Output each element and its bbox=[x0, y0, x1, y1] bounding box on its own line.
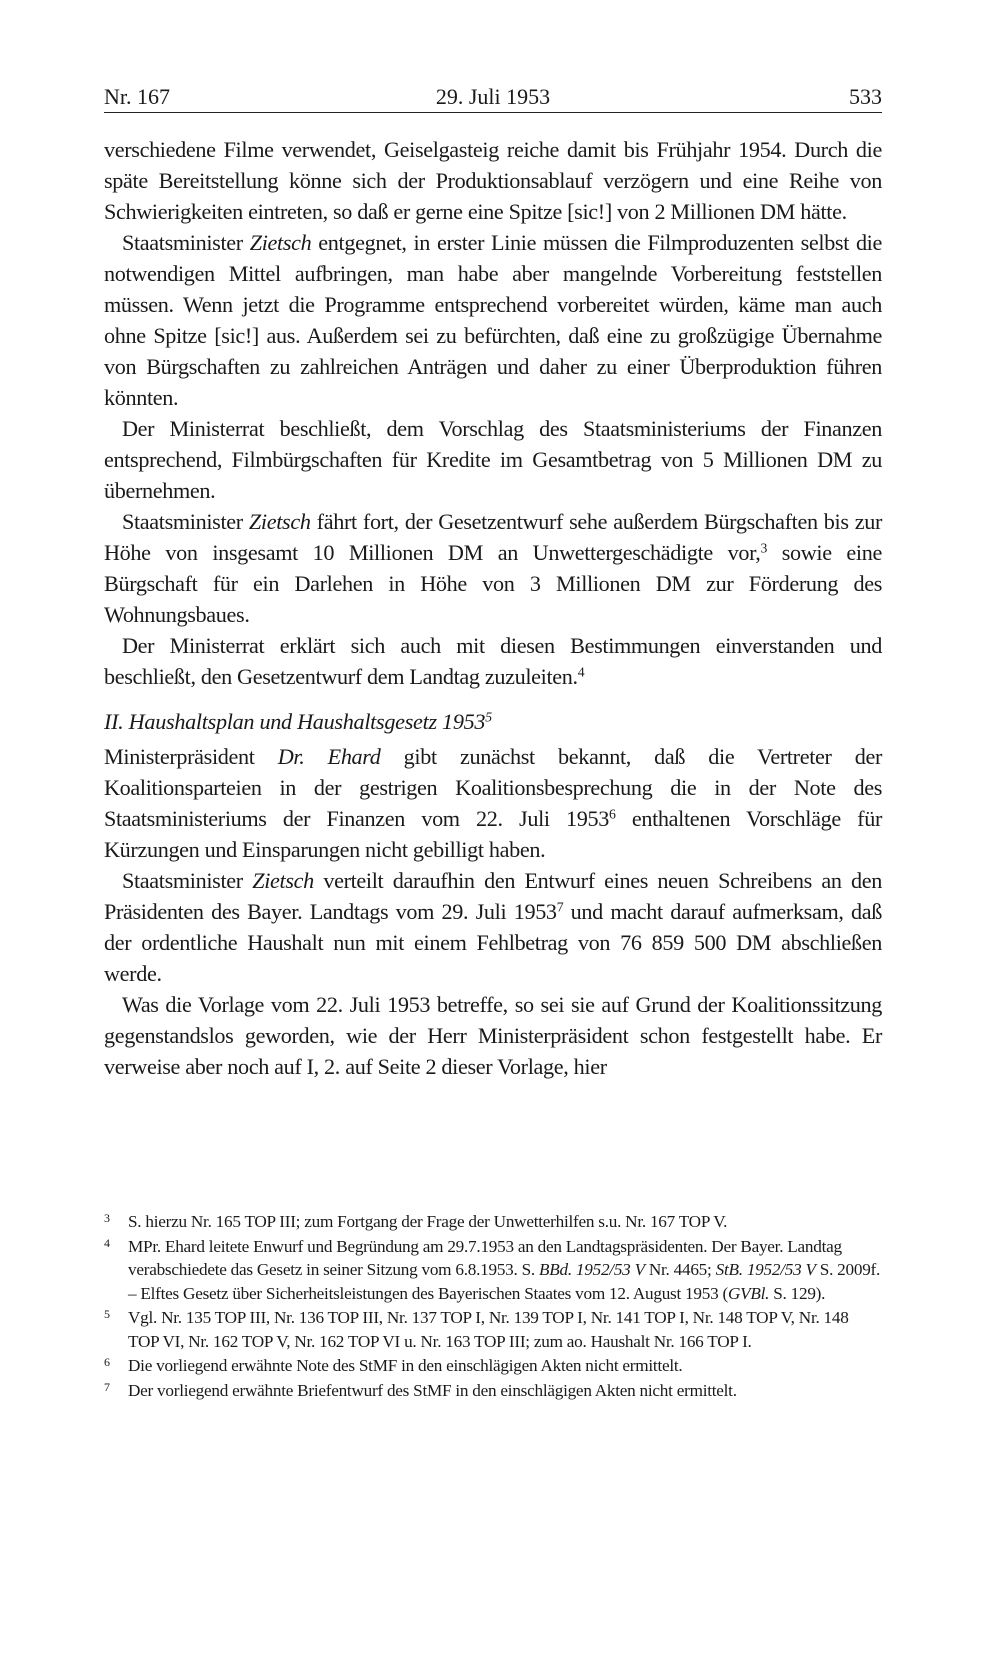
footnote-text: Nr. 4465; bbox=[644, 1260, 716, 1279]
text-run: verteilt daraufhin den Entwurf eines neuen Schreibens an den Präsidenten des Bayer. Landtags vom 29. Juli 1953 bbox=[104, 868, 883, 924]
paragraph bbox=[104, 741, 882, 865]
footnote-number: 5 bbox=[104, 1307, 110, 1321]
paragraph: Was die Vorlage vom 22. Juli 1953 betreffe, so sei sie auf Grund der Koalitionssitzung gegenstandslos geworden, wie der Herr Ministerpräsident schon festgestellt habe. Er verweise aber noch auf I, 2. auf Seite 2 dieser Vorlage, hier bbox=[104, 992, 882, 1079]
footnote-5 bbox=[104, 1306, 882, 1353]
text-run: Staatsminister bbox=[122, 868, 253, 893]
text-run: Staatsminister bbox=[122, 509, 249, 534]
person-name: Zietsch bbox=[252, 868, 314, 893]
footnote-number: 3 bbox=[104, 1211, 110, 1225]
text-run: entgegnet, in erster Linie müssen die Filmproduzenten selbst die notwendigen Mittel aufbringen, man habe aber mangelnde Vorbereitung feststellen müssen. Wenn jetzt die Programme entsprechend vorbereitet würden, käme man auch ohne Spitze [sic!] aus. Außerdem sei zu befürchten, daß eine zu großzügige Übernahme von Bürgschaften zu zahlreichen Anträgen und daher zu einer Überproduktion führen könnten. bbox=[104, 230, 882, 410]
citation-italic: BBd. 1952/53 V bbox=[539, 1260, 645, 1279]
section-heading bbox=[104, 706, 882, 737]
paragraph bbox=[104, 506, 882, 630]
footnote-ref[interactable]: 5 bbox=[485, 709, 492, 725]
footnote-number: 4 bbox=[104, 1235, 110, 1250]
footnote-text: S. 129). bbox=[769, 1283, 826, 1303]
document-number: Nr. 167 bbox=[104, 84, 170, 109]
footnote-text: MPr. Ehard leitete Enwurf und Begründung am 29.7.1953 an den Landtagspräsidenten. Der Bayer. Landtag verabschiedete das Gesetz in seiner Sitzung vom 6.8.1953. S. bbox=[128, 1236, 842, 1279]
footnote-text: S. 2009f. – Elftes Gesetz über Sicherheitsleistungen des Bayerischen Staates vom 12. August 1953 ( bbox=[128, 1260, 881, 1303]
footnotes bbox=[104, 1210, 882, 1403]
footnote-7 bbox=[104, 1379, 882, 1403]
page-number: 533 bbox=[849, 84, 882, 109]
citation-italic: StB. 1952/53 V bbox=[715, 1260, 816, 1279]
person-name: Dr. Ehard bbox=[277, 744, 381, 769]
paragraph bbox=[104, 227, 882, 413]
document-date: 29. Juli 1953 bbox=[435, 84, 551, 109]
paragraph: verschiedene Filme verwendet, Geiselgasteig reiche damit bis Frühjahr 1954. Durch die späte Bereitstellung könne sich der Produktionsablauf verzögern und eine Reihe von Schwierigkeiten eintreten, so daß er gerne eine Spitze [sic!] von 2 Millionen DM hätte. bbox=[104, 137, 882, 224]
paragraph: Der Ministerrat beschließt, dem Vorschlag des Staatsministeriums der Finanzen entsprechend, Filmbürgschaften für Kredite im Gesamtbetrag von 5 Millionen DM zu übernehmen. bbox=[104, 416, 882, 503]
footnote-text: S. hierzu Nr. 165 TOP III; zum Fortgang der Frage der Unwetterhilfen s.u. Nr. 167 TOP V. bbox=[128, 1212, 728, 1231]
paragraph bbox=[104, 630, 882, 692]
paragraph bbox=[104, 865, 882, 989]
text-run: fährt fort, der Gesetzentwurf sehe außerdem Bürgschaften bis zur Höhe von insgesamt 10 Millionen DM an Unwettergeschädigte vor, bbox=[104, 509, 882, 565]
running-head bbox=[104, 80, 882, 113]
person-name: Zietsch bbox=[249, 230, 312, 255]
text-run: Staatsminister bbox=[122, 230, 250, 255]
text-run: Ministerpräsident bbox=[104, 744, 278, 769]
footnote-6 bbox=[104, 1354, 882, 1378]
text-run: und macht darauf aufmerksam, daß der ordentliche Haushalt nun mit einem Fehlbetrag von 76 859 500 DM abschließen werde. bbox=[104, 899, 882, 986]
text-run: enthaltenen Vorschläge für Kürzungen und Einsparungen nicht gebilligt haben. bbox=[104, 806, 882, 862]
footnote-ref[interactable]: 4 bbox=[577, 664, 585, 680]
footnote-number: 6 bbox=[104, 1355, 110, 1369]
text-run: sowie eine Bürgschaft für ein Darlehen in Höhe von 3 Millionen DM zur Förderung des Wohnungsbaues. bbox=[104, 540, 882, 627]
heading-text: II. Haushaltsplan und Haushaltsgesetz 1953 bbox=[104, 709, 486, 734]
footnote-text: Der vorliegend erwähnte Briefentwurf des StMF in den einschlägigen Akten nicht ermittelt. bbox=[128, 1380, 737, 1400]
footnote-text: Die vorliegend erwähnte Note des StMF in den einschlägigen Akten nicht ermittelt. bbox=[128, 1356, 683, 1375]
footnote-ref[interactable]: 6 bbox=[609, 806, 616, 822]
footnote-4 bbox=[104, 1235, 882, 1306]
body-text bbox=[104, 134, 882, 1082]
footnote-ref[interactable]: 3 bbox=[760, 540, 767, 556]
footnote-3 bbox=[104, 1210, 882, 1234]
footnote-ref[interactable]: 7 bbox=[556, 899, 564, 915]
text-run: gibt zunächst bekannt, daß die Vertreter der Koalitionsparteien in der gestrigen Koalitionsbesprechung die in der Note des Staatsministeriums der Finanzen vom 22. Juli 1953 bbox=[104, 744, 883, 831]
footnote-text: Vgl. Nr. 135 TOP III, Nr. 136 TOP III, Nr. 137 TOP I, Nr. 139 TOP I, Nr. 141 TOP I, Nr. 148 TOP V, Nr. 148 TOP VI, Nr. 162 TOP V, Nr. 162 TOP VI u. Nr. 163 TOP III; zum ao. Haushalt Nr. 166 TOP I. bbox=[128, 1308, 849, 1351]
footnote-number: 7 bbox=[104, 1379, 110, 1394]
person-name: Zietsch bbox=[248, 509, 311, 534]
citation-italic: GVBl. bbox=[727, 1283, 770, 1303]
text-run: Der Ministerrat erklärt sich auch mit diesen Bestimmungen einverstanden und beschließt, den Gesetzentwurf dem Landtag zuzuleiten. bbox=[104, 633, 882, 689]
